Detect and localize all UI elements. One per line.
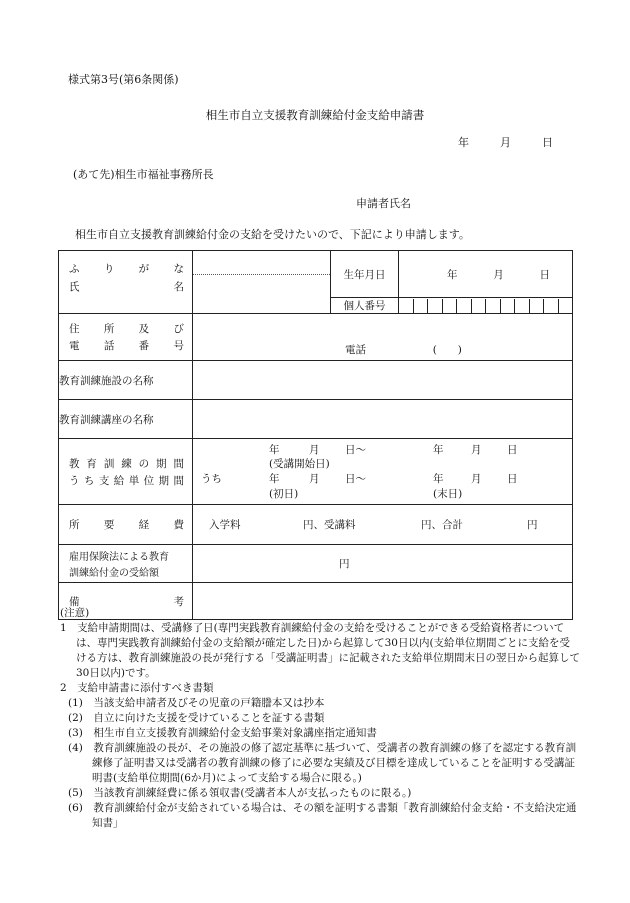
digit-box[interactable] [399, 299, 413, 313]
date-day: 日 [542, 136, 553, 149]
insurance-label-1: 雇用保険法による教育 [69, 552, 169, 563]
digit-box[interactable] [514, 299, 529, 313]
notes-section [60, 606, 580, 831]
uchi-label: うち [201, 473, 222, 485]
insurance-label-2: 訓練給付金の受給額 [69, 568, 159, 579]
digit-box[interactable] [529, 299, 544, 313]
expense-label-cell [59, 505, 193, 545]
expense-field[interactable] [193, 505, 573, 545]
phone-parens: ( ) [432, 344, 462, 356]
digit-box[interactable] [471, 299, 486, 313]
facility-field[interactable] [193, 361, 573, 400]
digit-box[interactable] [413, 299, 428, 313]
period-label-cell [59, 439, 193, 505]
note-2: 2 支給申請書に添付すべき書類 [60, 682, 214, 694]
form-number: 様式第3号(第6条関係) [68, 73, 179, 86]
insurance-yen: 円 [339, 558, 350, 570]
note-item: (2) 自立に向けた支援を受けていることを証する書類 [68, 712, 325, 724]
expense-label: 所 要 経 費 [69, 519, 184, 531]
phone-text: 電話 [345, 344, 366, 356]
furigana-label: ふ り が な [69, 263, 184, 275]
notes-heading: (注意) [60, 607, 90, 619]
phone-label: 電 話 番 号 [69, 340, 184, 352]
name-label: 氏 名 [69, 281, 184, 293]
note-item: (4) 教育訓練施設の長が、その施設の修了認定基準に基づいて、受講者の教育訓練の修了を認定する教育訓練修了証明書又は受講者の教育訓練の修了に必要な実績及び目標を達成していることを証明する受講証明書(支給単位期間(6か月)によって支給する場合に限る。) [68, 742, 577, 784]
date-month: 月 [500, 136, 511, 149]
address-label: 住 所 及 び [69, 323, 184, 335]
last-day-note: (末日) [433, 488, 463, 500]
note-1: 1 支給申請期間は、受講修了日(専門実践教育訓練給付金の支給を受けることができる受給資格者については、専門実践教育訓練給付金の支給額が確定した日)から起算して30日以内(支給単位期間ごとに支給を受ける方は、教育訓練施設の長が発行する「受講証明書」に記載された支給単位期間末日の翌日から起算して30日以内)です。 [60, 622, 580, 679]
course-field[interactable] [193, 400, 573, 439]
form-title: 相生市自立支援教育訓練給付金支給申請書 [205, 108, 425, 122]
digit-box[interactable] [543, 299, 558, 313]
applicant-name-label: 申請者氏名 [356, 197, 411, 210]
birth-date-field[interactable]: 年 月 日 [399, 251, 573, 298]
total-yen: 円 [527, 518, 538, 531]
address-label-cell [59, 314, 193, 361]
period-field[interactable]: 年 月 日～ 年 月 日 (受講開始日) うち 年 月 日～ 年 月 日 (初日) (末日) [193, 439, 573, 505]
my-number-label: 個人番号 [331, 298, 399, 314]
name-input-cell[interactable] [193, 251, 331, 314]
digit-box[interactable] [456, 299, 471, 313]
insurance-label-cell [59, 545, 193, 583]
note-item: (1) 当該支給申請者及びその児童の戸籍謄本又は抄本 [68, 697, 325, 709]
application-table [58, 250, 573, 620]
my-number-field[interactable] [399, 298, 573, 314]
intro-text: 相生市自立支援教育訓練給付金の支給を受けたいので、下記により申請します。 [75, 228, 470, 241]
entrance-fee-label: 入学料 [209, 518, 241, 531]
application-date [458, 134, 553, 150]
furigana-input[interactable] [193, 251, 330, 275]
course-label: 教育訓練講座の名称 [59, 400, 193, 439]
name-label-cell [59, 251, 193, 314]
digit-box[interactable] [427, 299, 442, 313]
note-item: (6) 教育訓練給付金が支給されている場合は、その額を証明する書類「教育訓練給付金支給・不支給決定通知書」 [68, 802, 577, 829]
start-note: (受講開始日) [269, 458, 330, 470]
training-period-label: 教 育 訓 練 の 期 間 [69, 457, 184, 470]
digit-box[interactable] [500, 299, 515, 313]
note-item: (5) 当該教育訓練経費に係る領収書(受講者本人が支払ったものに限る。) [68, 787, 412, 799]
facility-label: 教育訓練施設の名称 [59, 361, 193, 400]
digit-box[interactable] [442, 299, 457, 313]
tuition-label: 円、受講料 [303, 518, 356, 531]
insurance-field[interactable] [193, 545, 573, 583]
birth-date-label: 生年月日 [331, 251, 399, 298]
digit-box[interactable] [558, 299, 573, 313]
first-day-note: (初日) [269, 488, 299, 500]
total-label: 円、合計 [421, 518, 463, 531]
date-year: 年 [458, 136, 469, 149]
unit-period-label: う ち 支 給 単 位 期 間 [69, 474, 184, 487]
note-item: (3) 相生市自立支援教育訓練給付金支給事業対象講座指定通知書 [68, 727, 377, 739]
address-phone-field[interactable] [193, 314, 573, 361]
addressee: (あて先)相生市福祉事務所長 [73, 168, 214, 181]
digit-box[interactable] [485, 299, 500, 313]
remarks-label: 備 考 [69, 595, 184, 608]
